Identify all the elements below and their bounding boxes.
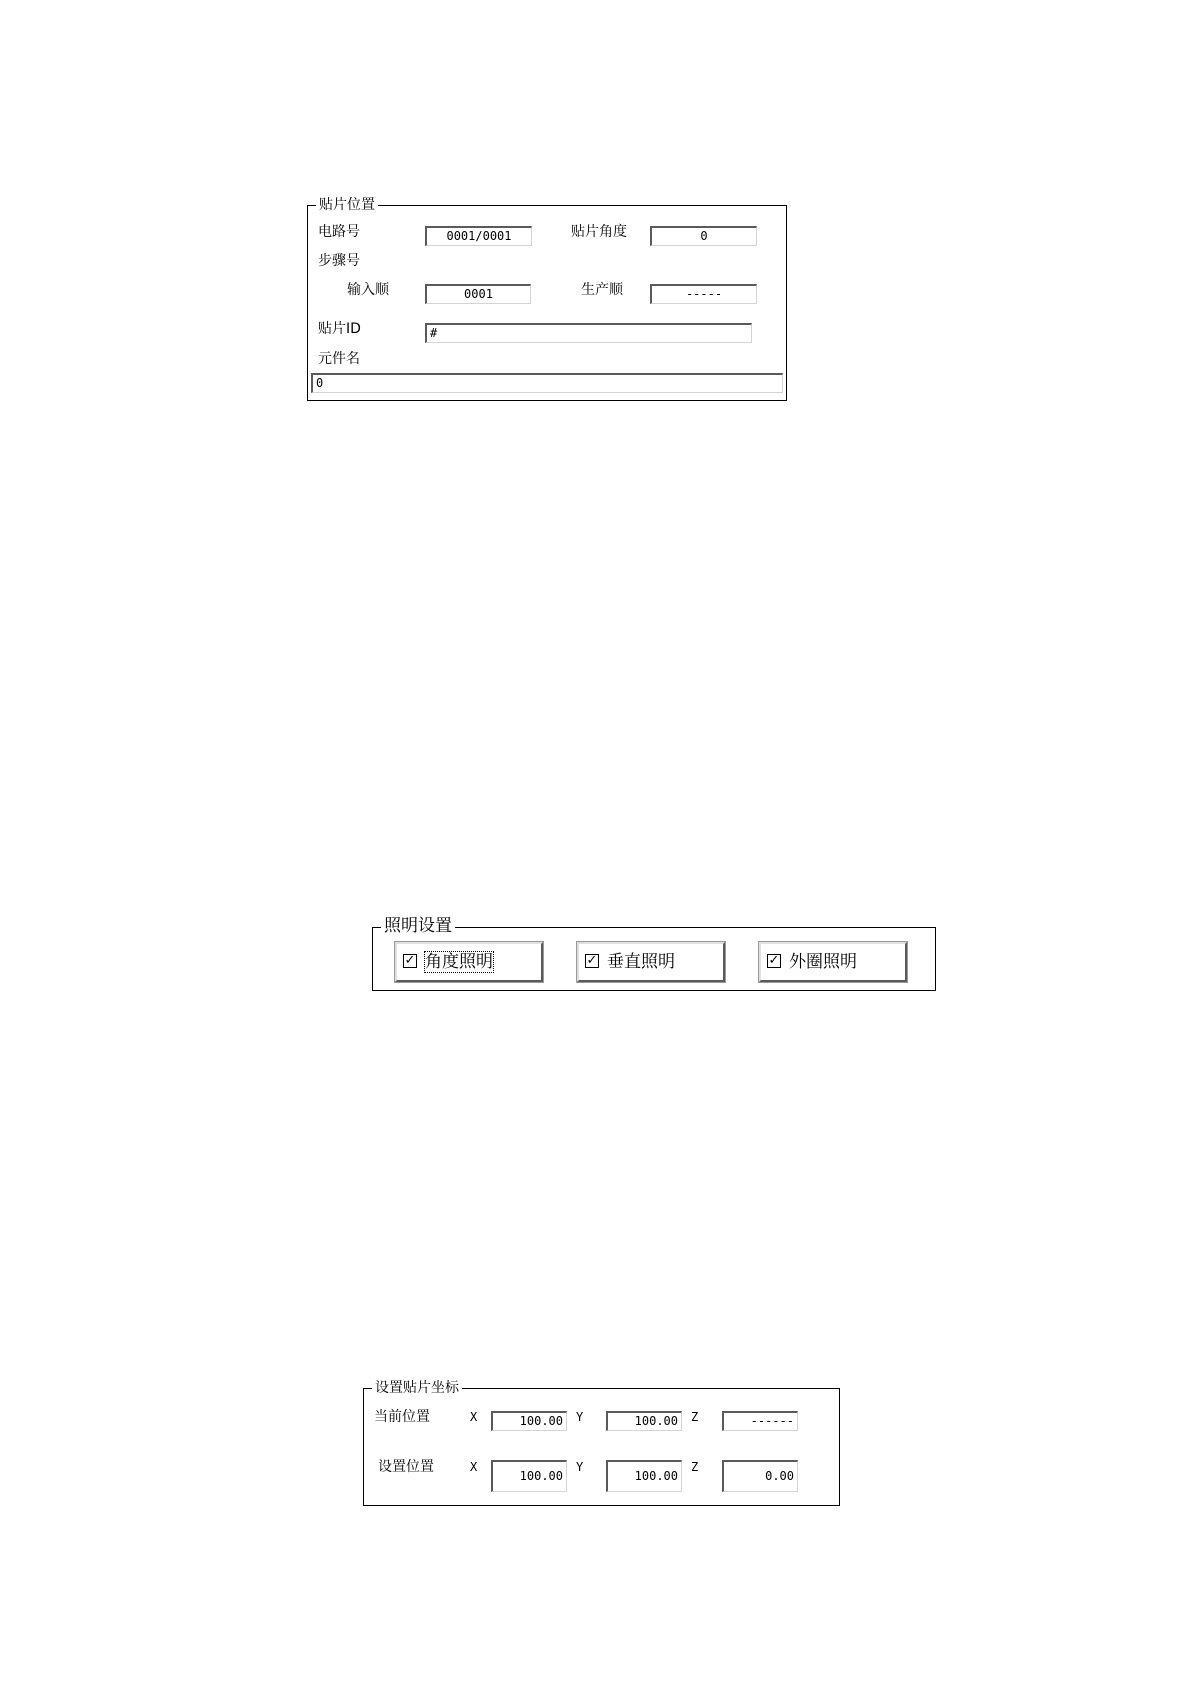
current-z-field[interactable]: ------ (722, 1411, 798, 1431)
component-name-field[interactable]: 0 (311, 373, 783, 393)
current-y-label: Y (576, 1410, 584, 1424)
current-position-label: 当前位置 (374, 1409, 430, 1425)
placement-position-title: 贴片位置 (316, 196, 378, 214)
angle-lighting-label: 角度照明 (425, 952, 493, 972)
component-name-label: 元件名 (318, 351, 360, 367)
production-order-label: 生产顺 (581, 282, 623, 298)
current-y-field[interactable]: 100.00 (606, 1411, 682, 1431)
current-x-label: X (470, 1410, 478, 1424)
production-order-field[interactable]: ----- (650, 284, 757, 304)
placement-position-group (307, 197, 787, 401)
input-order-label: 输入顺 (347, 282, 389, 298)
set-z-label: Z (691, 1460, 699, 1474)
angle-lighting-check-icon: ✓ (404, 953, 416, 968)
set-x-label: X (470, 1460, 478, 1474)
outer-ring-lighting-check-icon: ✓ (768, 953, 780, 968)
angle-field[interactable]: 0 (650, 226, 757, 246)
vertical-lighting-checkbox[interactable] (577, 942, 725, 982)
outer-ring-lighting-label: 外圈照明 (789, 952, 857, 972)
current-x-field[interactable]: 100.00 (491, 1411, 567, 1431)
lighting-title: 照明设置 (381, 916, 455, 936)
input-order-field[interactable]: 0001 (425, 284, 531, 304)
vertical-lighting-check-icon: ✓ (586, 953, 598, 968)
current-z-label: Z (691, 1410, 699, 1424)
outer-ring-lighting-checkbox[interactable] (759, 942, 907, 982)
lighting-group (372, 916, 936, 991)
step-label: 步骤号 (318, 253, 360, 269)
placement-id-label: 贴片ID (318, 321, 361, 337)
coordinates-group (363, 1380, 840, 1506)
coordinates-title: 设置贴片坐标 (372, 1379, 462, 1397)
placement-id-field[interactable]: # (425, 323, 752, 343)
angle-label: 贴片角度 (571, 224, 627, 240)
circuit-label: 电路号 (318, 224, 360, 240)
set-x-field[interactable]: 100.00 (491, 1460, 567, 1492)
angle-lighting-checkbox[interactable] (395, 942, 543, 982)
vertical-lighting-label: 垂直照明 (607, 952, 675, 972)
set-position-label: 设置位置 (378, 1459, 434, 1475)
set-y-field[interactable]: 100.00 (606, 1460, 682, 1492)
set-y-label: Y (576, 1460, 584, 1474)
circuit-field[interactable]: 0001/0001 (425, 226, 532, 246)
set-z-field[interactable]: 0.00 (722, 1460, 798, 1492)
